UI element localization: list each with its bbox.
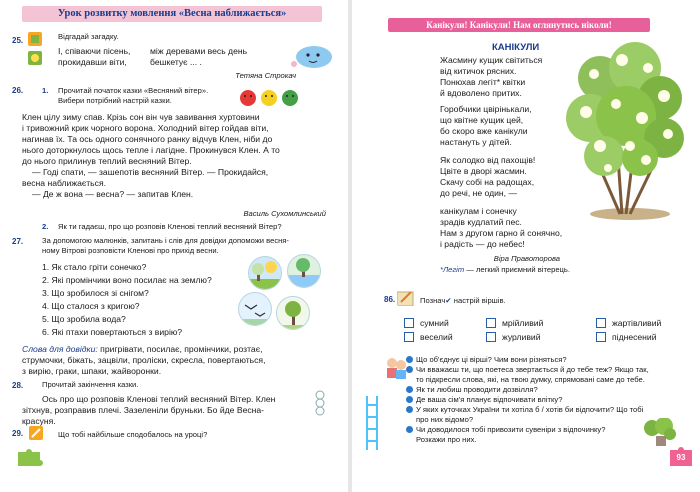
caterpillar-icon bbox=[308, 390, 332, 420]
holidays-title: Канікули! Канікули! Нам оглянутись ніколи! bbox=[426, 20, 612, 30]
poem-line: й вдоволено притих. bbox=[440, 88, 522, 98]
task-label: Познач bbox=[420, 296, 446, 305]
riddle-line: І, співаючи пісень, bbox=[58, 46, 131, 56]
ladder-icon bbox=[364, 396, 380, 450]
poem-author: Віра Правоторова bbox=[493, 254, 560, 263]
mood-checkbox-humorous[interactable] bbox=[596, 318, 606, 328]
poem-line: Понюхав легіт* квітки bbox=[440, 77, 526, 87]
children-icon bbox=[384, 356, 408, 380]
question: 3. Що зробилося зі снігом? bbox=[42, 288, 149, 298]
text-line: і тривожний крик чорного ворона. Холодний вітер гойдав віти, bbox=[22, 123, 269, 133]
stream-picture bbox=[287, 254, 321, 288]
pencil-icon bbox=[29, 426, 43, 440]
mood-checkbox-cheerful[interactable] bbox=[404, 332, 414, 342]
riddle-line: між деревами весь день bbox=[150, 46, 248, 56]
text-line: нього доторкнулось щось тепле і лагідне. Прокинувся Клен. А то bbox=[22, 145, 280, 155]
task-text: ному Вітрові розповісти Кленові про прихід весни. bbox=[42, 246, 219, 255]
poem-line: Жасмину кущик світиться bbox=[440, 55, 543, 65]
poem-line: Горобчики цвірінькали, bbox=[440, 104, 532, 114]
neutral-face-icon[interactable] bbox=[261, 90, 277, 106]
holidays-header bbox=[388, 18, 650, 32]
question: У яких куточках України ти хотіла б / хотів би відпочити? Що тобі bbox=[416, 405, 644, 414]
bullet-icon bbox=[406, 426, 413, 433]
happy-face-icon[interactable] bbox=[282, 90, 298, 106]
task-text: Вибери потрібний настрій казки. bbox=[58, 96, 172, 105]
question: Чи вважаєш ти, що поетеса звертається й до тебе теж? Якщо так, bbox=[416, 365, 649, 374]
exercise-number: 29. bbox=[12, 429, 24, 438]
mood-label: сумний bbox=[420, 318, 449, 328]
text-line: до нього прилинув теплий весняний Вітер. bbox=[22, 156, 192, 166]
poem-line: що квітне кущик цей, bbox=[440, 115, 524, 125]
poem-line: зрадів кудлатий пес. bbox=[440, 217, 522, 227]
task-label: настрій віршів. bbox=[451, 296, 506, 305]
instruction: Відгадай загадку. bbox=[58, 32, 119, 41]
footnote-word: *Легіт bbox=[440, 265, 465, 274]
question: то підкресли слова, які, на твою думку, спрямовані саме до тебе. bbox=[416, 375, 645, 384]
poem-line: Цвіте в дворі жасмин. bbox=[440, 166, 527, 176]
question: 1. Як стало гріти сонечко? bbox=[42, 262, 147, 272]
bullet-icon bbox=[406, 406, 413, 413]
riddle-icon bbox=[28, 51, 42, 65]
mood-label: піднесений bbox=[612, 332, 657, 342]
mood-checkbox-dreamy[interactable] bbox=[486, 318, 496, 328]
question: 2. Які промінчики воно посилає на землю? bbox=[42, 275, 212, 285]
task-text: Прочитай закінчення казки. bbox=[42, 380, 139, 389]
reference-text: з вирію, граки, шпаки, жайворонки. bbox=[22, 366, 162, 376]
question: Розкажи про них. bbox=[416, 435, 477, 444]
question: Де ваша сім'я планує відпочивати влітку? bbox=[416, 395, 563, 404]
mood-checkbox-sad[interactable] bbox=[404, 318, 414, 328]
riddle-line: прокидавши віти, bbox=[58, 57, 127, 67]
task-text: Прочитай початок казки «Весняний вітер». bbox=[58, 86, 209, 95]
text-line: Ось про що розповів Кленові теплий весняний Вітер. Клен bbox=[42, 394, 276, 404]
riddle-line: бешкетує ... . bbox=[150, 57, 202, 67]
poem-title: КАНІКУЛИ bbox=[492, 42, 540, 53]
lesson-title: Урок розвитку мовлення «Весна наближається» bbox=[57, 8, 287, 19]
text-line: Клен цілу зиму спав. Крізь сон він чув завивання хуртовини bbox=[22, 112, 260, 122]
mood-label: жартівливий bbox=[612, 318, 662, 328]
mood-checkbox-uplifted[interactable] bbox=[596, 332, 606, 342]
question: Чи доводилося тобі привозити сувеніри з відпочинку? bbox=[416, 425, 606, 434]
text-line: весна наближається. bbox=[22, 178, 106, 188]
right-page bbox=[352, 0, 700, 492]
bullet-icon bbox=[406, 366, 413, 373]
potted-plant-icon bbox=[642, 418, 678, 448]
reference-words bbox=[22, 344, 262, 355]
mood-checkbox-mournful[interactable] bbox=[486, 332, 496, 342]
task-text bbox=[420, 296, 506, 305]
sub-number: 1. bbox=[42, 86, 49, 95]
birds-picture bbox=[238, 292, 272, 326]
poem-line: настануть у дітей. bbox=[440, 137, 512, 147]
poem-line: Як солодко від пахощів! bbox=[440, 155, 536, 165]
poem-line: канікулам і сонечку bbox=[440, 206, 517, 216]
question: про них відомо? bbox=[416, 415, 474, 424]
poem-line: Скачу собі на радощах, bbox=[440, 177, 535, 187]
bullet-icon bbox=[406, 396, 413, 403]
question: 6. Які птахи повертаються з вирію? bbox=[42, 327, 183, 337]
puzzle-piece-icon bbox=[16, 446, 44, 468]
exercise-number: 28. bbox=[12, 381, 24, 390]
question: Що об'єднує ці вірші? Чим вони різняться? bbox=[416, 355, 567, 364]
poem-line: від китичок рясних. bbox=[440, 66, 517, 76]
exercise-number: 25. bbox=[12, 36, 24, 45]
poem-line: Нам з другом гарно й сонячно, bbox=[440, 228, 563, 238]
reference-text: струмочки, біжать, зацвіли, пролiски, скресла, повертаються, bbox=[22, 355, 266, 365]
pencil-paper-icon bbox=[397, 290, 415, 306]
mood-label: веселий bbox=[420, 332, 453, 342]
poem-line: до речі, не один, — bbox=[440, 188, 518, 198]
tree-picture bbox=[276, 296, 310, 330]
bullet-icon bbox=[406, 356, 413, 363]
task-text: За допомогою малюнків, запитань і слів для довідки допоможи весня- bbox=[42, 236, 289, 245]
text-line: зітхнув, розправив плечі. Зазеленіли бруньки. Бо йде Весна- bbox=[22, 405, 265, 415]
text-line: нагинав їх. Та ось одного сонячного ранку відчув Клен, ніби до bbox=[22, 134, 273, 144]
wind-cloud-icon bbox=[290, 40, 336, 70]
poem-line: і радість — до небес! bbox=[440, 239, 525, 249]
exercise-number: 86. bbox=[384, 295, 396, 304]
lesson-header bbox=[22, 6, 322, 22]
text-line: — Годі спати, — зашепотів весняний Вітер. — Прокидайся, bbox=[32, 167, 269, 177]
reference-text: пригрівати, посилає, промінчики, розтає, bbox=[97, 344, 263, 354]
author: Василь Сухомлинський bbox=[243, 209, 326, 218]
poem-line: бо скоро вже канікули bbox=[440, 126, 528, 136]
page-number: 93 bbox=[676, 453, 686, 462]
jasmine-bush-illustration bbox=[560, 38, 688, 224]
reference-label: Слова для довідки: bbox=[22, 344, 98, 354]
bullet-icon bbox=[406, 386, 413, 393]
exercise-number: 26. bbox=[12, 86, 24, 95]
spring-sun-picture bbox=[248, 256, 282, 290]
footnote-text: — легкий приємний вітерець. bbox=[464, 265, 570, 274]
text-line: — Де ж вона — весна? — запитав Клен. bbox=[32, 189, 194, 199]
question: Як ти любиш проводити дозвілля? bbox=[416, 385, 538, 394]
mood-label: мрійливий bbox=[502, 318, 544, 328]
question: 5. Що зробила вода? bbox=[42, 314, 126, 324]
left-page bbox=[0, 0, 348, 492]
sub-number: 2. bbox=[42, 222, 49, 231]
task-text: Що тобі найбільше сподобалось на уроці? bbox=[58, 430, 208, 439]
footnote bbox=[440, 265, 570, 274]
book-icon bbox=[28, 32, 42, 46]
question: 4. Що сталося з кригою? bbox=[42, 301, 140, 311]
sad-face-icon[interactable] bbox=[240, 90, 256, 106]
mood-label: журливий bbox=[502, 332, 541, 342]
exercise-number: 27. bbox=[12, 237, 24, 246]
author: Тетяна Строкач bbox=[235, 71, 296, 80]
text-line: красуня. bbox=[22, 416, 56, 426]
task-text: Як ти гадаєш, про що розповів Кленові теплий весняний Вітер? bbox=[58, 222, 282, 231]
checkmark-icon: ✔ bbox=[445, 296, 452, 305]
